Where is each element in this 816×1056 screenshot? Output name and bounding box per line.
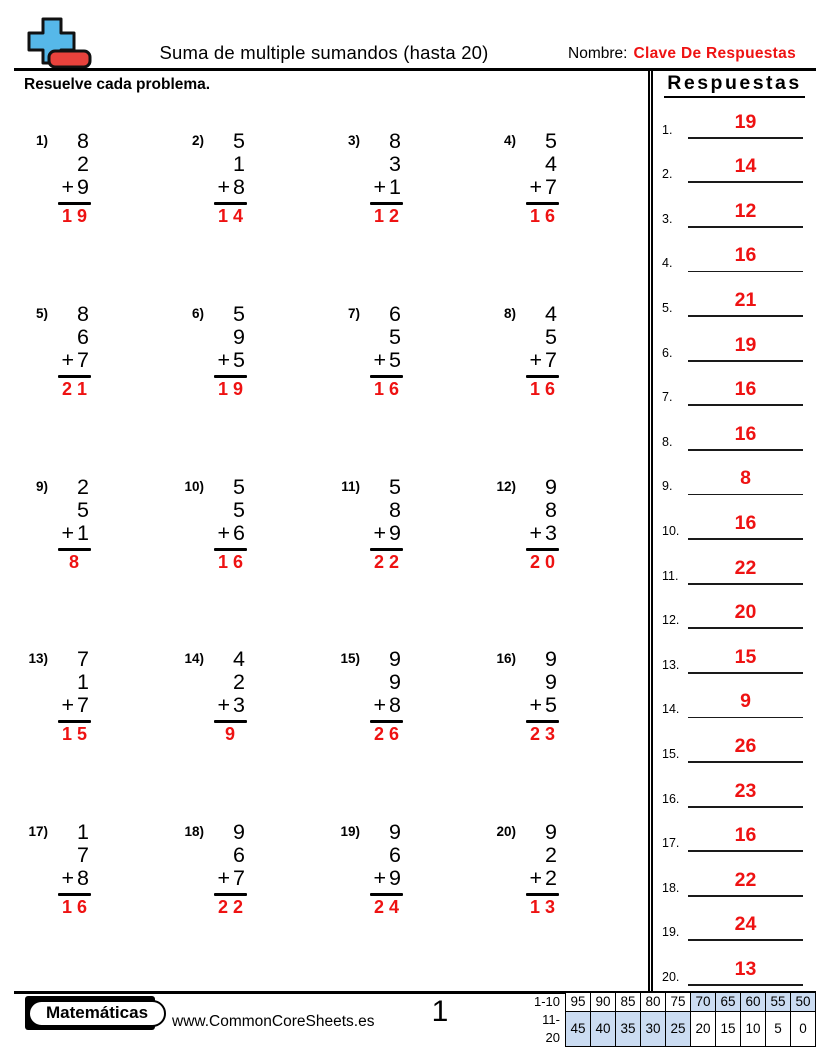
addend-3-digit: 1 bbox=[77, 520, 89, 545]
answer-value: 9 bbox=[740, 690, 751, 713]
answer-number: 17. bbox=[662, 836, 680, 851]
problem bbox=[484, 130, 640, 303]
plus-operator: + bbox=[529, 347, 543, 372]
score-cell: 70 bbox=[691, 993, 716, 1012]
addend-3-digit: 5 bbox=[389, 347, 401, 372]
plus-operator: + bbox=[217, 866, 231, 890]
score-cell: 0 bbox=[791, 1011, 816, 1046]
problem bbox=[172, 821, 328, 994]
problem-stack bbox=[217, 129, 249, 227]
page-number: 1 bbox=[431, 995, 449, 1028]
addend-3 bbox=[217, 867, 245, 890]
addend-3-digit: 7 bbox=[77, 693, 89, 718]
problem bbox=[328, 476, 484, 649]
addend-1: 5 bbox=[233, 301, 245, 326]
addend-2: 8 bbox=[545, 497, 557, 522]
answer-value: 24 bbox=[734, 913, 757, 936]
problem-stack bbox=[217, 301, 249, 399]
answer-item bbox=[653, 139, 816, 184]
answer-value: 16 bbox=[734, 511, 757, 534]
sum-line bbox=[58, 893, 91, 896]
addend-2: 9 bbox=[389, 670, 401, 695]
answer-number: 5. bbox=[662, 300, 673, 315]
addend-3-digit: 3 bbox=[233, 693, 245, 718]
addend-3 bbox=[529, 176, 557, 199]
problem-answer: 16 bbox=[62, 897, 93, 918]
problem-number: 20) bbox=[496, 824, 516, 839]
addend-3 bbox=[61, 694, 89, 717]
addend-3-digit: 9 bbox=[389, 866, 401, 890]
addend-1: 7 bbox=[77, 647, 89, 672]
problem-stack bbox=[373, 647, 405, 745]
addend-2: 9 bbox=[233, 324, 245, 349]
addend-1: 5 bbox=[233, 129, 245, 153]
addend-3-digit: 5 bbox=[233, 347, 245, 372]
addend-3 bbox=[217, 176, 245, 199]
addend-3-digit: 3 bbox=[545, 520, 557, 545]
answer-item bbox=[653, 272, 816, 317]
answer-value: 23 bbox=[734, 779, 757, 802]
score-cell: 55 bbox=[766, 993, 791, 1012]
addend-3-digit: 8 bbox=[77, 866, 89, 890]
problem bbox=[328, 303, 484, 476]
score-row-label: 11-20 bbox=[542, 1012, 560, 1045]
answers-sidebar bbox=[648, 70, 816, 992]
addend-3-digit: 7 bbox=[77, 347, 89, 372]
addend-3 bbox=[529, 349, 557, 372]
answer-item bbox=[653, 362, 816, 407]
problem-answer: 19 bbox=[62, 206, 93, 227]
answer-number: 8. bbox=[662, 434, 673, 449]
sum-line bbox=[370, 893, 403, 896]
problem-answer: 22 bbox=[374, 551, 405, 572]
addend-1: 8 bbox=[77, 301, 89, 326]
instructions-text: Resuelve cada problema. bbox=[24, 76, 211, 93]
problem-answer: 21 bbox=[62, 378, 93, 399]
plus-operator: + bbox=[217, 175, 231, 199]
answer-blank-line bbox=[688, 984, 803, 986]
sum-line bbox=[58, 375, 91, 378]
problem-answer: 22 bbox=[218, 897, 249, 918]
problem-answer: 15 bbox=[62, 724, 93, 745]
plus-operator: + bbox=[217, 347, 231, 372]
plus-operator: + bbox=[61, 347, 75, 372]
problem-number: 4) bbox=[503, 133, 516, 148]
answer-item bbox=[653, 897, 816, 942]
answer-number: 20. bbox=[662, 969, 680, 984]
addend-3-digit: 8 bbox=[233, 175, 245, 199]
addend-3-digit: 9 bbox=[77, 175, 89, 199]
plus-operator: + bbox=[529, 693, 543, 718]
answer-item bbox=[653, 674, 816, 719]
problem-answer: 16 bbox=[218, 551, 249, 572]
addend-2: 7 bbox=[77, 843, 89, 867]
problem-stack bbox=[529, 820, 561, 918]
addend-2: 5 bbox=[77, 497, 89, 522]
score-cell: 30 bbox=[641, 1011, 666, 1046]
problem bbox=[16, 648, 172, 821]
addend-2: 9 bbox=[545, 670, 557, 695]
addend-3 bbox=[61, 522, 89, 545]
addend-1: 8 bbox=[77, 129, 89, 153]
problem-stack bbox=[529, 474, 561, 572]
answer-value: 22 bbox=[734, 556, 757, 579]
answer-item bbox=[653, 718, 816, 763]
answers-list bbox=[653, 94, 816, 986]
answers-title: Respuestas bbox=[664, 72, 804, 98]
plus-operator: + bbox=[61, 866, 75, 890]
score-cell: 10 bbox=[741, 1011, 766, 1046]
addend-2: 6 bbox=[233, 843, 245, 867]
answer-number: 10. bbox=[662, 523, 680, 538]
addend-3 bbox=[373, 694, 401, 717]
answer-item bbox=[653, 629, 816, 674]
plus-operator: + bbox=[373, 175, 387, 199]
problem-stack bbox=[61, 820, 93, 918]
addend-1: 9 bbox=[545, 820, 557, 844]
answer-number: 13. bbox=[662, 657, 680, 672]
answer-number: 14. bbox=[662, 702, 680, 717]
problem-number: 17) bbox=[28, 824, 48, 839]
problem-number: 2) bbox=[191, 133, 204, 148]
answer-number: 16. bbox=[662, 791, 680, 806]
addend-1: 4 bbox=[545, 301, 557, 326]
problem-answer: 16 bbox=[374, 378, 405, 399]
score-cell: 85 bbox=[616, 993, 641, 1012]
sum-line bbox=[214, 893, 247, 896]
addend-1: 9 bbox=[389, 820, 401, 844]
problem-stack bbox=[217, 474, 249, 572]
problem bbox=[16, 821, 172, 994]
problem-answer: 14 bbox=[218, 206, 249, 227]
answer-value: 16 bbox=[734, 422, 757, 445]
problem-stack bbox=[61, 647, 93, 745]
plus-operator: + bbox=[529, 520, 543, 545]
score-cell: 95 bbox=[566, 993, 591, 1012]
problem-answer: 16 bbox=[530, 206, 561, 227]
addend-3 bbox=[217, 694, 245, 717]
problem-number: 14) bbox=[184, 651, 204, 667]
answer-number: 6. bbox=[662, 345, 673, 360]
website-url: www.CommonCoreSheets.es bbox=[172, 1013, 375, 1030]
answer-number: 7. bbox=[662, 390, 673, 405]
problem-number: 1) bbox=[35, 133, 48, 148]
addend-1: 5 bbox=[233, 474, 245, 499]
problem-stack bbox=[61, 129, 93, 227]
problem-answer: 20 bbox=[530, 551, 561, 572]
name-label: Nombre: bbox=[568, 45, 628, 62]
addend-2: 3 bbox=[389, 152, 401, 176]
problem-answer: 9 bbox=[224, 724, 240, 745]
answer-item bbox=[653, 228, 816, 273]
score-cell: 40 bbox=[591, 1011, 616, 1046]
name-row bbox=[568, 45, 796, 63]
sum-line bbox=[526, 548, 559, 551]
problem bbox=[172, 476, 328, 649]
plus-operator: + bbox=[373, 520, 387, 545]
score-cell: 60 bbox=[741, 993, 766, 1012]
score-cell: 75 bbox=[666, 993, 691, 1012]
score-cell: 25 bbox=[666, 1011, 691, 1046]
problem bbox=[16, 303, 172, 476]
problem-answer: 19 bbox=[218, 378, 249, 399]
sum-line bbox=[526, 375, 559, 378]
page-title: Suma de multiple sumandos (hasta 20) bbox=[159, 42, 489, 63]
sum-line bbox=[370, 720, 403, 723]
addend-3 bbox=[61, 867, 89, 890]
addend-3-digit: 7 bbox=[233, 866, 245, 890]
addend-2: 8 bbox=[389, 497, 401, 522]
answer-value: 19 bbox=[734, 110, 757, 133]
answer-number: 9. bbox=[662, 479, 673, 494]
addend-3 bbox=[61, 176, 89, 199]
addend-3 bbox=[217, 522, 245, 545]
answer-value: 20 bbox=[734, 601, 757, 624]
plus-operator: + bbox=[217, 520, 231, 545]
answer-value: 8 bbox=[740, 467, 751, 490]
problem-stack bbox=[61, 301, 93, 399]
problem-stack bbox=[373, 474, 405, 572]
addend-1: 6 bbox=[389, 301, 401, 326]
answer-number: 3. bbox=[662, 211, 673, 226]
answer-value: 26 bbox=[734, 734, 757, 757]
score-row-label: 1-10 bbox=[533, 994, 560, 1009]
problem-number: 5) bbox=[35, 305, 48, 321]
answer-number: 11. bbox=[662, 568, 679, 583]
answer-item bbox=[653, 183, 816, 228]
addend-2: 5 bbox=[545, 324, 557, 349]
answer-item bbox=[653, 495, 816, 540]
answer-item bbox=[653, 808, 816, 853]
answer-number: 18. bbox=[662, 880, 680, 895]
answer-value: 22 bbox=[734, 868, 757, 891]
problem-stack bbox=[529, 129, 561, 227]
score-cell: 50 bbox=[791, 993, 816, 1012]
problem-stack bbox=[217, 648, 245, 744]
sum-line bbox=[370, 548, 403, 551]
sum-line bbox=[214, 548, 247, 551]
problem bbox=[16, 130, 172, 303]
addend-2: 2 bbox=[545, 843, 557, 867]
answer-key-label: Clave De Respuestas bbox=[633, 45, 796, 62]
problem-stack bbox=[373, 301, 405, 399]
problem-number: 6) bbox=[191, 305, 204, 321]
answer-number: 2. bbox=[662, 167, 673, 182]
answer-item bbox=[653, 540, 816, 585]
problem bbox=[16, 476, 172, 649]
answer-item bbox=[653, 941, 816, 986]
brand-label: Matemáticas bbox=[28, 1000, 166, 1027]
problem-stack bbox=[373, 129, 405, 227]
addend-3-digit: 7 bbox=[545, 347, 557, 372]
addend-1: 4 bbox=[233, 647, 245, 672]
addend-2: 2 bbox=[233, 670, 245, 695]
addend-3-digit: 5 bbox=[545, 693, 557, 718]
addend-2: 5 bbox=[233, 497, 245, 522]
sum-line bbox=[214, 375, 247, 378]
answer-item bbox=[653, 317, 816, 362]
problem-number: 8) bbox=[503, 305, 516, 321]
brand-logo bbox=[25, 996, 155, 1030]
sum-line bbox=[58, 202, 91, 205]
problem-answer: 26 bbox=[374, 724, 405, 745]
plus-operator: + bbox=[373, 693, 387, 718]
sum-line bbox=[526, 202, 559, 205]
addend-2: 6 bbox=[389, 843, 401, 867]
answer-item bbox=[653, 451, 816, 496]
plus-operator: + bbox=[61, 520, 75, 545]
score-cell: 45 bbox=[566, 1011, 591, 1046]
problem bbox=[484, 476, 640, 649]
addend-1: 2 bbox=[77, 474, 89, 499]
addend-2: 5 bbox=[389, 324, 401, 349]
addend-1: 5 bbox=[389, 474, 401, 499]
answer-value: 12 bbox=[734, 199, 757, 222]
problem-number: 11) bbox=[341, 478, 360, 494]
problem-number: 7) bbox=[347, 305, 360, 321]
score-cell: 80 bbox=[641, 993, 666, 1012]
sum-line bbox=[214, 720, 247, 723]
problem-answer: 13 bbox=[530, 897, 561, 918]
sum-line bbox=[58, 720, 91, 723]
addend-2: 1 bbox=[233, 152, 245, 176]
problem-stack bbox=[373, 820, 405, 918]
answer-value: 16 bbox=[734, 824, 757, 847]
answer-number: 4. bbox=[662, 256, 673, 271]
answer-value: 13 bbox=[734, 957, 757, 980]
answer-value: 19 bbox=[734, 333, 757, 356]
problem-number: 18) bbox=[184, 824, 204, 839]
addend-1: 5 bbox=[545, 129, 557, 153]
score-cell: 15 bbox=[716, 1011, 741, 1046]
answer-number: 15. bbox=[662, 746, 680, 761]
plus-operator: + bbox=[61, 693, 75, 718]
answer-item bbox=[653, 852, 816, 897]
problems-grid bbox=[16, 130, 648, 994]
answer-number: 12. bbox=[662, 613, 680, 628]
score-row bbox=[529, 1011, 816, 1046]
addend-2: 6 bbox=[77, 324, 89, 349]
sum-line bbox=[370, 375, 403, 378]
addend-2: 1 bbox=[77, 670, 89, 695]
addend-3 bbox=[529, 694, 557, 717]
problem-answer: 12 bbox=[374, 206, 405, 227]
score-cell: 35 bbox=[616, 1011, 641, 1046]
problem-stack bbox=[529, 647, 561, 745]
addend-3-digit: 7 bbox=[545, 175, 557, 199]
answer-value: 16 bbox=[734, 378, 757, 401]
problem-number: 9) bbox=[35, 478, 48, 494]
score-cell: 90 bbox=[591, 993, 616, 1012]
plus-operator: + bbox=[61, 175, 75, 199]
addend-1: 1 bbox=[77, 820, 89, 844]
answer-item bbox=[653, 406, 816, 451]
problem bbox=[172, 303, 328, 476]
addend-3 bbox=[373, 349, 401, 372]
score-cell: 20 bbox=[691, 1011, 716, 1046]
addend-2: 2 bbox=[77, 152, 89, 176]
problem-number: 13) bbox=[28, 651, 48, 667]
problem-stack bbox=[529, 301, 561, 399]
score-cell: 5 bbox=[766, 1011, 791, 1046]
addend-1: 9 bbox=[389, 647, 401, 672]
addend-1: 9 bbox=[545, 474, 557, 499]
answer-value: 21 bbox=[734, 288, 757, 311]
problem-answer: 16 bbox=[530, 378, 561, 399]
addend-3 bbox=[373, 867, 401, 890]
problem-number: 10) bbox=[184, 478, 204, 494]
answer-item bbox=[653, 763, 816, 808]
problem-stack bbox=[61, 476, 89, 572]
sum-line bbox=[526, 720, 559, 723]
problem-answer: 24 bbox=[374, 897, 405, 918]
score-cell: 65 bbox=[716, 993, 741, 1012]
problem bbox=[484, 303, 640, 476]
problem bbox=[328, 821, 484, 994]
addend-3 bbox=[529, 522, 557, 545]
answer-value: 16 bbox=[734, 244, 757, 267]
problem-number: 3) bbox=[347, 133, 360, 148]
problem bbox=[484, 821, 640, 994]
problem-number: 15) bbox=[340, 651, 360, 667]
sum-line bbox=[526, 893, 559, 896]
addend-3-digit: 6 bbox=[233, 520, 245, 545]
problem bbox=[328, 648, 484, 821]
addend-2: 4 bbox=[545, 152, 557, 176]
addend-3 bbox=[61, 349, 89, 372]
sum-line bbox=[370, 202, 403, 205]
problem-answer: 23 bbox=[530, 724, 561, 745]
problem bbox=[328, 130, 484, 303]
addend-3 bbox=[373, 176, 401, 199]
answer-number: 1. bbox=[662, 122, 673, 137]
answer-value: 15 bbox=[734, 645, 757, 668]
addend-1: 8 bbox=[389, 129, 401, 153]
addend-3-digit: 2 bbox=[545, 866, 557, 890]
problem bbox=[484, 648, 640, 821]
answer-item bbox=[653, 94, 816, 139]
problem-answer: 8 bbox=[68, 551, 84, 572]
addend-3 bbox=[373, 522, 401, 545]
addend-1: 9 bbox=[233, 820, 245, 844]
addend-3-digit: 1 bbox=[389, 175, 401, 199]
problem-stack bbox=[217, 820, 249, 918]
answer-item bbox=[653, 585, 816, 630]
addend-3-digit: 8 bbox=[389, 693, 401, 718]
sum-line bbox=[214, 202, 247, 205]
answer-number: 19. bbox=[662, 925, 680, 940]
addend-3 bbox=[217, 349, 245, 372]
problem-number: 19) bbox=[340, 824, 360, 839]
problem bbox=[172, 130, 328, 303]
addend-3 bbox=[529, 867, 557, 890]
answer-value: 14 bbox=[734, 155, 757, 178]
problem bbox=[172, 648, 328, 821]
plus-operator: + bbox=[217, 693, 231, 718]
problem-number: 12) bbox=[496, 478, 516, 494]
plus-operator: + bbox=[373, 866, 387, 890]
score-table bbox=[529, 992, 816, 1047]
score-row bbox=[529, 993, 816, 1012]
addend-1: 9 bbox=[545, 647, 557, 672]
plus-operator: + bbox=[373, 347, 387, 372]
problem-number: 16) bbox=[496, 651, 516, 667]
addend-3-digit: 9 bbox=[389, 520, 401, 545]
plus-operator: + bbox=[529, 175, 543, 199]
plus-operator: + bbox=[529, 866, 543, 890]
sum-line bbox=[58, 548, 91, 551]
